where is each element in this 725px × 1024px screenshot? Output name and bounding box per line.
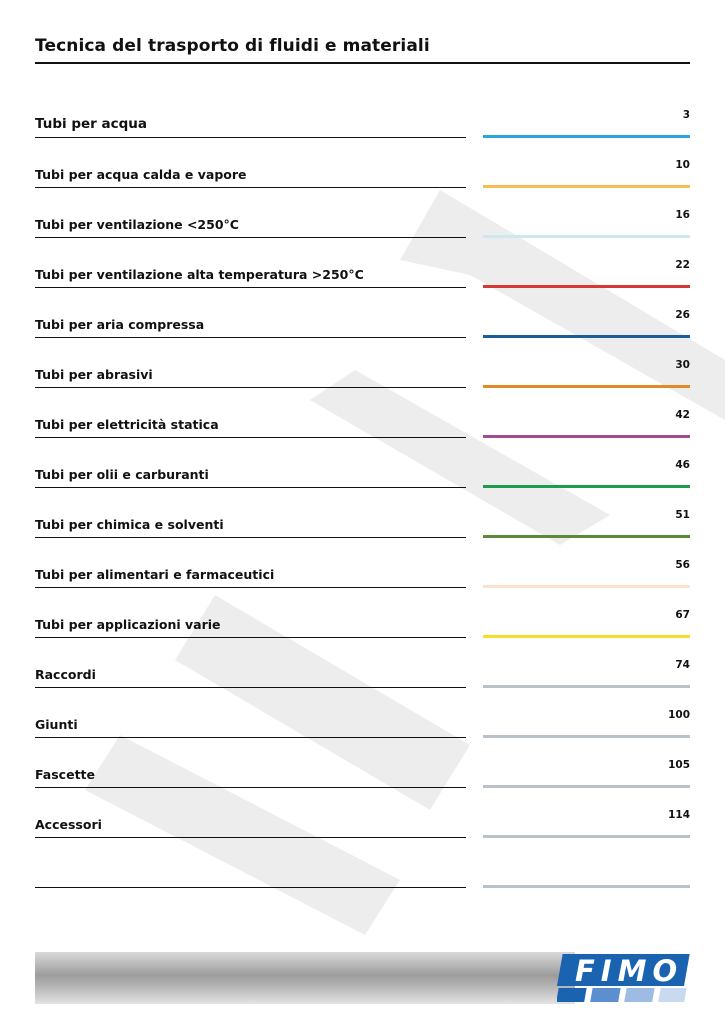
toc-entry-underline [35,287,466,289]
toc-row [35,458,690,488]
toc-entry-underline [35,137,466,139]
toc-entry-underline [35,637,466,639]
toc-color-bar [483,885,690,888]
toc-entry-underline [35,887,466,889]
toc-row [35,558,690,588]
toc-page-number[interactable]: 100 [668,709,690,721]
toc-row [35,658,690,688]
toc-color-bar [483,185,690,188]
toc-entry-label[interactable]: Accessori [35,817,102,832]
toc-row [35,258,690,288]
toc-entry-label[interactable]: Tubi per olii e carburanti [35,467,209,482]
toc-entry-label[interactable]: Tubi per acqua calda e vapore [35,167,247,182]
toc-row [35,408,690,438]
toc-page-number[interactable]: 30 [675,359,690,371]
toc-entry-underline [35,437,466,439]
toc-color-bar [483,785,690,788]
toc-color-bar [483,535,690,538]
toc-row [35,858,690,888]
toc-row [35,208,690,238]
toc-entry-label[interactable]: Tubi per applicazioni varie [35,617,221,632]
toc-entry-label[interactable]: Fascette [35,767,95,782]
toc-color-bar [483,435,690,438]
toc-color-bar [483,285,690,288]
toc-row [35,758,690,788]
toc-color-bar [483,735,690,738]
toc-row [35,358,690,388]
toc-entry-label[interactable]: Tubi per acqua [35,116,148,132]
toc-color-bar [483,685,690,688]
toc-entry-label[interactable]: Tubi per abrasivi [35,367,153,382]
toc-entry-label[interactable]: Tubi per ventilazione <250°C [35,217,239,232]
toc-page-number[interactable]: 22 [675,259,690,271]
toc-color-bar [483,485,690,488]
toc-entry-label[interactable]: Tubi per alimentari e farmaceutici [35,567,275,582]
toc-row [35,158,690,188]
toc-entry-underline [35,687,466,689]
toc-entry-label[interactable]: Giunti [35,717,78,732]
toc-page-number[interactable]: 67 [675,609,690,621]
toc-page-number[interactable]: 10 [675,159,690,171]
page-title: Tecnica del trasporto di fluidi e materiali [35,36,430,56]
toc-page-number[interactable]: 42 [675,409,690,421]
toc-entry-underline [35,737,466,739]
toc-entry-label[interactable]: Raccordi [35,667,96,682]
toc-page-number[interactable]: 3 [682,109,690,121]
toc-row [35,308,690,338]
toc-entry-label[interactable]: Tubi per chimica e solventi [35,517,224,532]
toc-entry-underline [35,237,466,239]
logo-wordmark: FIMO [575,954,684,988]
toc-page-number[interactable]: 114 [668,809,690,821]
toc-entry-underline [35,187,466,189]
toc-entry-underline [35,587,466,589]
title-divider [35,62,690,64]
toc-color-bar [483,335,690,338]
toc-row [35,708,690,738]
toc-page-number[interactable]: 16 [675,209,690,221]
toc-page-number[interactable]: 74 [675,659,690,671]
logo-blocks [557,988,687,1002]
fimo-logo [557,952,690,1004]
toc-entry-underline [35,487,466,489]
toc-row [35,508,690,538]
toc-row [35,608,690,638]
footer-band [35,952,575,1004]
toc-color-bar [483,635,690,638]
toc-page-number[interactable]: 105 [668,759,690,771]
toc-page-number[interactable]: 51 [675,509,690,521]
toc-color-bar [483,835,690,838]
toc-entry-underline [35,337,466,339]
toc-page-number[interactable]: 56 [675,559,690,571]
toc-row [35,108,690,138]
toc-row [35,808,690,838]
toc-entry-underline [35,387,466,389]
toc-color-bar [483,385,690,388]
toc-color-bar [483,235,690,238]
toc-entry-label[interactable]: Tubi per ventilazione alta temperatura >250°C [35,267,364,282]
toc-entry-underline [35,837,466,839]
toc-entry-label[interactable]: Tubi per aria compressa [35,317,205,332]
toc-page-number[interactable]: 46 [675,459,690,471]
toc-entry-label[interactable]: Tubi per elettricità statica [35,417,219,432]
toc-color-bar [483,135,690,138]
toc-entry-underline [35,537,466,539]
toc-color-bar [483,585,690,588]
toc-page-number[interactable]: 26 [675,309,690,321]
toc-entry-underline [35,787,466,789]
